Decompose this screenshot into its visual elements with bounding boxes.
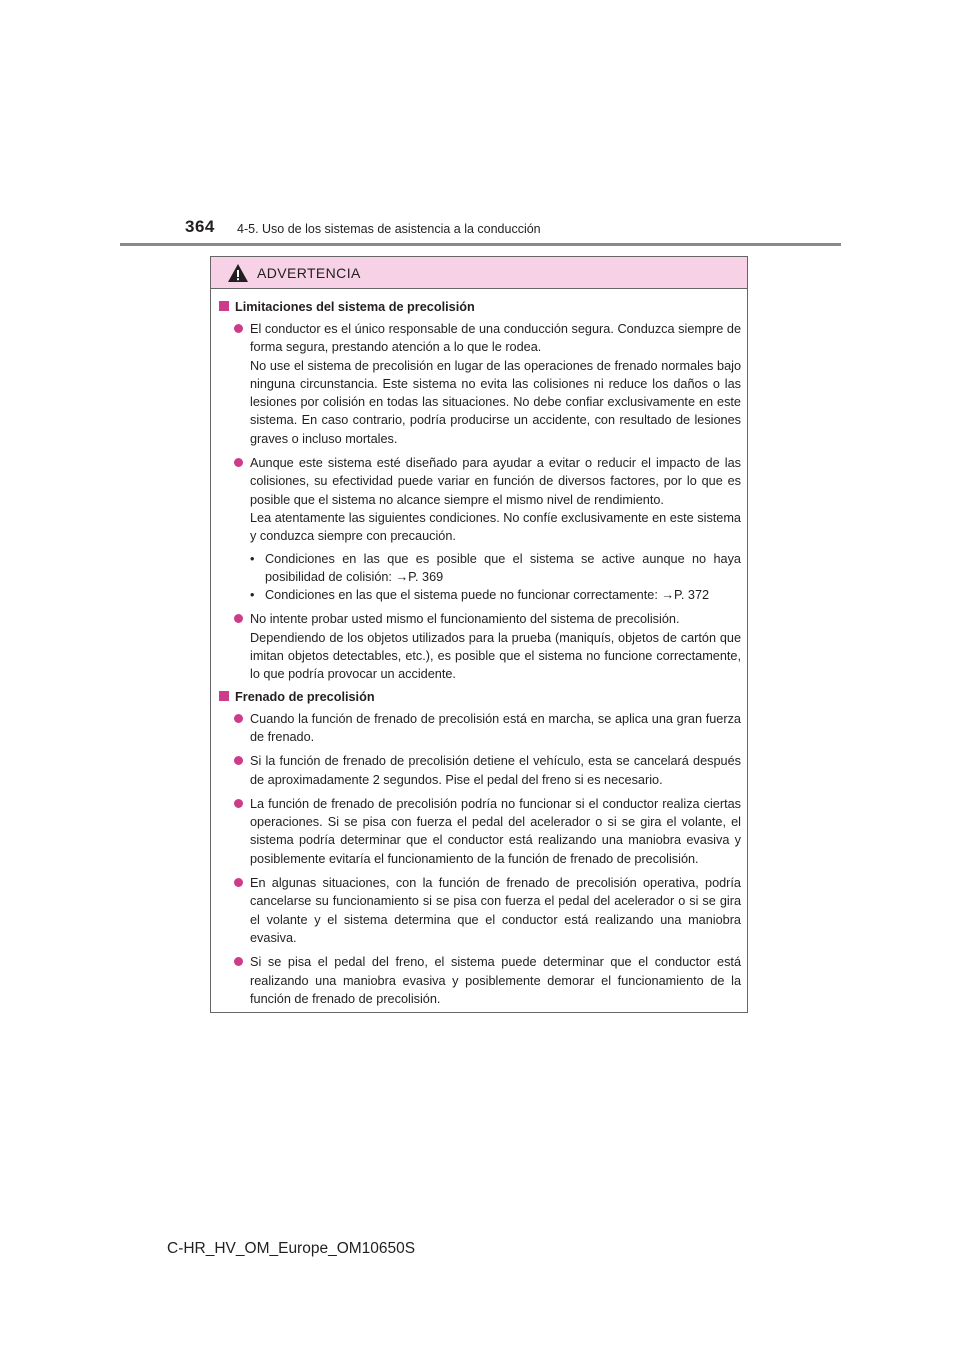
list-item — [219, 795, 741, 868]
paragraph: No intente probar usted mismo el funcionamiento del sistema de precolisión. — [250, 612, 680, 627]
sub-list-item — [250, 550, 741, 587]
section-heading-text: Limitaciones del sistema de precolisión — [235, 300, 475, 314]
warning-section — [219, 690, 741, 1008]
list-item — [219, 752, 741, 789]
sub-bullet-icon: • — [250, 551, 255, 566]
section-heading-text: Frenado de precolisión — [235, 689, 375, 704]
bullet-icon — [234, 714, 243, 723]
sub-item-text: Condiciones en las que el sistema puede no funcionar correctamente: →P. 372 — [265, 588, 710, 603]
sub-item-text: Condiciones en las que es posible que el sistema se active aunque no haya posibilidad de colisión: →P. 369 — [265, 551, 741, 584]
item-text — [250, 454, 741, 604]
page-number: 364 — [185, 217, 215, 236]
sub-list-item — [250, 586, 741, 604]
item-text — [250, 953, 741, 1008]
paragraph: Aunque este sistema esté diseñado para ayudar a evitar o reducir el impacto de las colisiones, su efectividad puede variar en función de diversos factores, por lo que es posible que el sistema no alcance siempre el mismo nivel de rendimiento. — [250, 456, 741, 507]
square-icon — [219, 301, 229, 311]
bullet-icon — [234, 458, 243, 467]
paragraph: Cuando la función de frenado de precolisión está en marcha, se aplica una gran fuerza de frenado. — [250, 711, 741, 744]
sub-list — [250, 550, 741, 605]
warning-header — [211, 257, 747, 289]
paragraph: Dependiendo de los objetos utilizados para la prueba (maniquís, objetos de cartón que imitan objetos detectables, etc.), es posible que el sistema no funcione correctamente, lo que podría provocar un accidente. — [250, 630, 741, 682]
warning-box — [210, 256, 748, 1013]
list-item — [219, 610, 741, 683]
item-text — [250, 795, 741, 868]
warning-body — [211, 289, 747, 1008]
section-title: 4-5. Uso de los sistemas de asistencia a la conducción — [237, 222, 541, 236]
section-heading — [219, 300, 741, 314]
sub-bullet-icon: • — [250, 588, 255, 603]
square-icon — [219, 691, 229, 701]
item-text — [250, 752, 741, 789]
list-item — [219, 320, 741, 448]
paragraph: El conductor es el único responsable de una conducción segura. Conduzca siempre de forma segura, prestando atención a lo que le rodea. — [250, 322, 741, 355]
bullet-icon — [234, 756, 243, 765]
section-heading — [219, 690, 741, 704]
list-item — [219, 454, 741, 604]
document-code: C-HR_HV_OM_Europe_OM10650S — [167, 1240, 416, 1257]
list-item — [219, 953, 741, 1008]
paragraph: Si se pisa el pedal del freno, el sistema puede determinar que el conductor está realizando una maniobra evasiva y posiblemente demorar el funcionamiento de la función de frenado de precolisión. — [250, 955, 741, 1006]
paragraph: No use el sistema de precolisión en lugar de las operaciones de frenado normales bajo ninguna circunstancia. Este sistema no evita las colisiones ni reduce los daños o las lesiones por colisión en todas las situaciones. No debe confiar exclusivamente en este sistema. En caso contrario, podría producirse un accidente, con resultado de lesiones graves o incluso mortales. — [250, 358, 741, 446]
warning-triangle-icon — [227, 263, 249, 283]
warning-section — [219, 300, 741, 684]
list-item — [219, 874, 741, 947]
warning-title: ADVERTENCIA — [257, 264, 361, 281]
paragraph: En algunas situaciones, con la función de frenado de precolisión operativa, podría cancelarse su funcionamiento si se pisa con fuerza el pedal del acelerador o si se gira el volante y el sistema determina que el conductor está realizando una maniobra evasiva. — [250, 876, 741, 945]
bullet-icon — [234, 799, 243, 808]
bullet-icon — [234, 878, 243, 887]
item-text — [250, 610, 741, 683]
list-item — [219, 710, 741, 747]
paragraph: La función de frenado de precolisión podría no funcionar si el conductor realiza ciertas operaciones. Si se pisa con fuerza el pedal del acelerador o si se gira el volante, el sistema podría determinar que el conductor está realizando una maniobra evasiva y posiblemente evitaría el funcionamiento de la función de frenado de precolisión. — [250, 796, 741, 866]
item-text — [250, 710, 741, 747]
bullet-icon — [234, 614, 243, 623]
bullet-icon — [234, 324, 243, 333]
item-text — [250, 874, 741, 947]
header-rule — [120, 243, 841, 246]
bullet-icon — [234, 957, 243, 966]
item-text — [250, 320, 741, 448]
paragraph: Si la función de frenado de precolisión detiene el vehículo, esta se cancelará después de aproximadamente 2 segundos. Pise el pedal del freno si es necesario. — [250, 754, 741, 787]
paragraph: Lea atentamente las siguientes condiciones. No confíe exclusivamente en este sistema y conduzca siempre con precaución. — [250, 510, 741, 544]
